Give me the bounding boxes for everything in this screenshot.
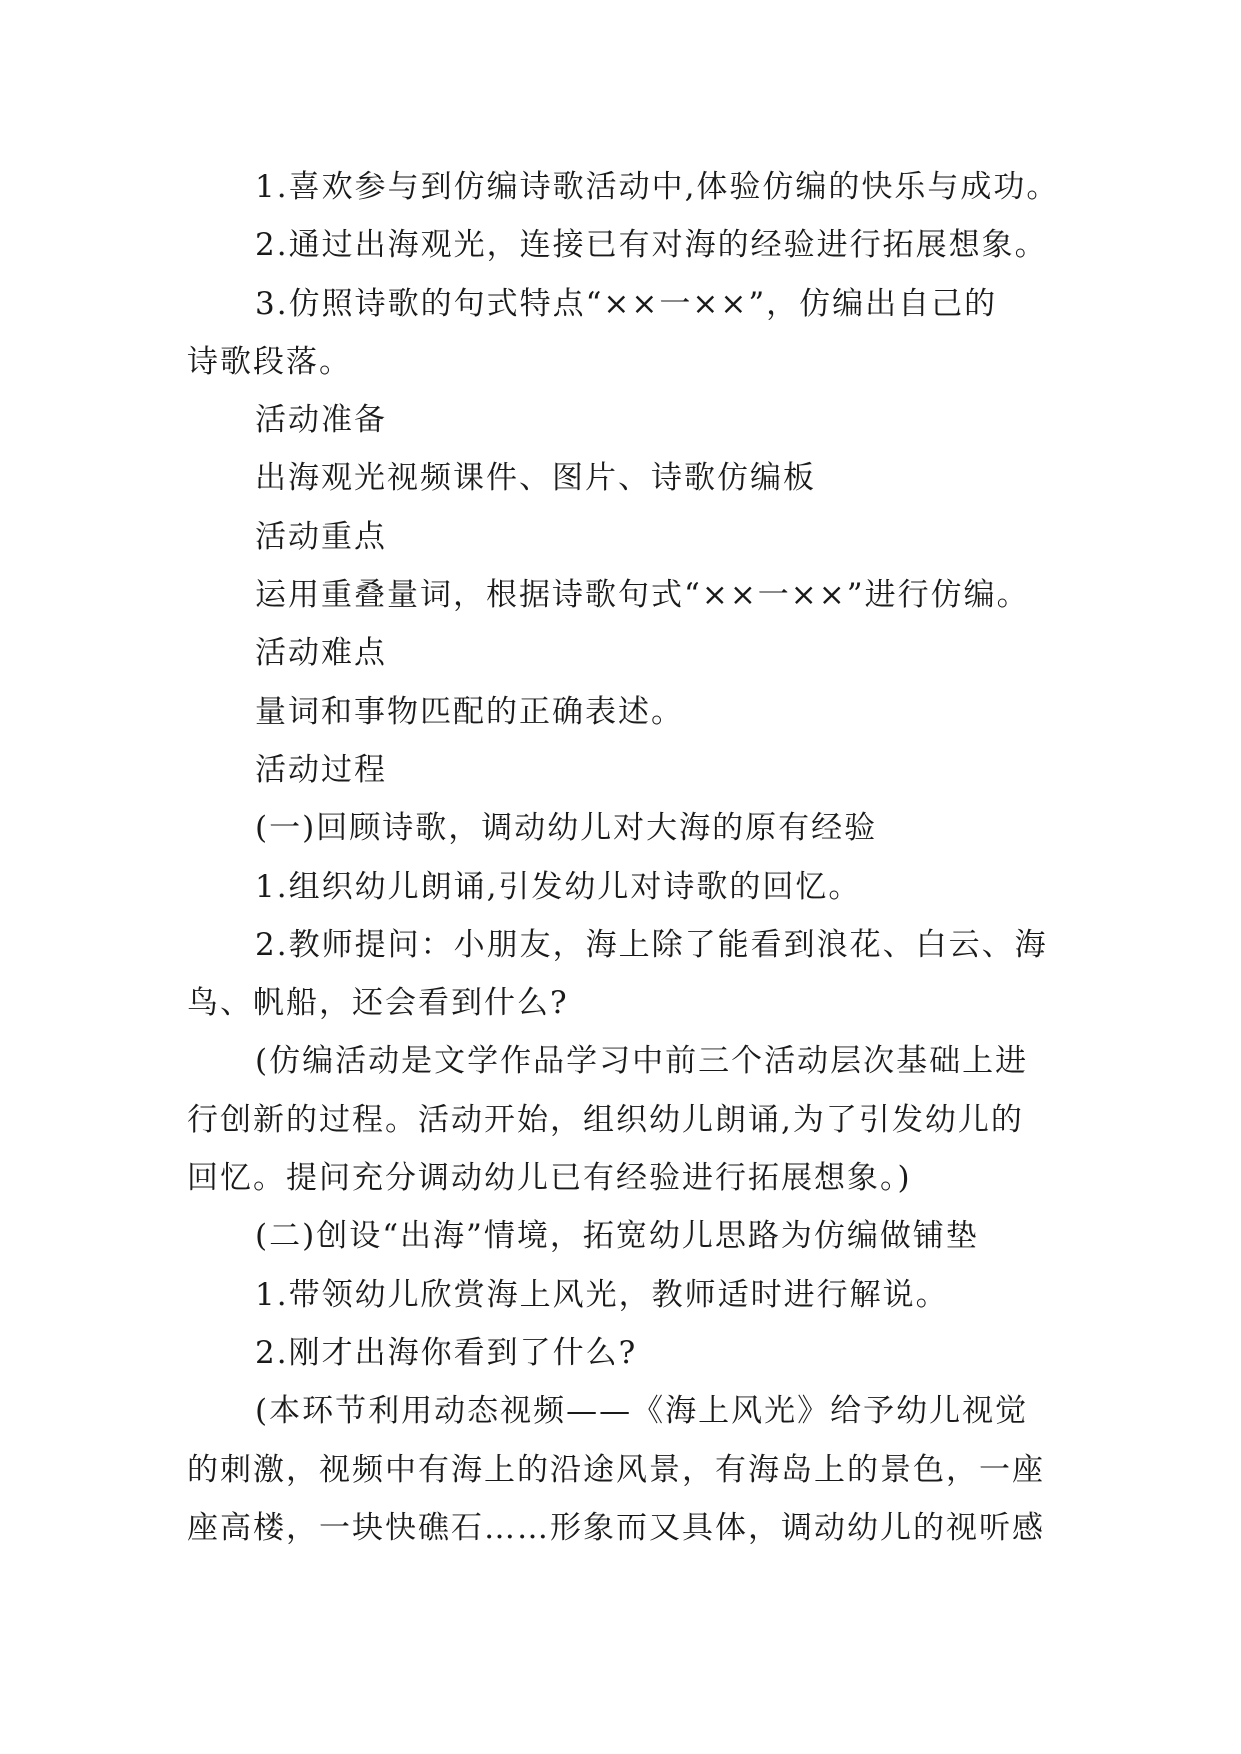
- section-heading-process: 活动过程: [255, 751, 387, 788]
- process-step-1-heading: (一)回顾诗歌，调动幼儿对大海的原有经验: [255, 810, 878, 847]
- paragraph-line: 1.带领幼儿欣赏海上风光，教师适时进行解说。: [255, 1276, 949, 1313]
- paragraph-line: 2.刚才出海你看到了什么?: [255, 1334, 638, 1371]
- section-heading-preparation: 活动准备: [255, 402, 387, 439]
- paragraph-line: 座高楼，一块快礁石……形象而又具体，调动幼儿的视听感: [187, 1509, 1045, 1546]
- difficulty-text: 量词和事物匹配的正确表述。: [255, 693, 684, 730]
- paragraph-line: (本环节利用动态视频——《海上风光》给予幼儿视觉: [255, 1393, 1029, 1430]
- goal-line-3: 3.仿照诗歌的句式特点“××一××”，仿编出自己的: [255, 285, 998, 322]
- paragraph-line: 行创新的过程。活动开始，组织幼儿朗诵,为了引发幼儿的: [187, 1101, 1024, 1138]
- paragraph-line: 1.组织幼儿朗诵,引发幼儿对诗歌的回忆。: [255, 868, 862, 905]
- paragraph-line: 的刺激，视频中有海上的沿途风景，有海岛上的景色，一座: [187, 1451, 1045, 1488]
- paragraph-line: 2.教师提问：小朋友，海上除了能看到浪花、白云、海: [255, 926, 1048, 963]
- preparation-text: 出海观光视频课件、图片、诗歌仿编板: [255, 460, 816, 497]
- paragraph-line: (仿编活动是文学作品学习中前三个活动层次基础上进: [255, 1043, 1029, 1080]
- focus-text: 运用重叠量词，根据诗歌句式“××一××”进行仿编。: [255, 577, 1030, 614]
- paragraph-line: 鸟、帆船，还会看到什么?: [187, 985, 569, 1022]
- document-body: [187, 158, 1060, 1557]
- paragraph-line: 回忆。提问充分调动幼儿已有经验进行拓展想象。): [187, 1160, 912, 1197]
- goal-line-3-continued: 诗歌段落。: [187, 343, 352, 380]
- process-step-2-heading: (二)创设“出海”情境，拓宽幼儿思路为仿编做铺垫: [255, 1218, 979, 1255]
- goal-line-2: 2.通过出海观光，连接已有对海的经验进行拓展想象。: [255, 227, 1048, 264]
- goal-line-1: 1.喜欢参与到仿编诗歌活动中,体验仿编的快乐与成功。: [255, 169, 1060, 205]
- section-heading-focus: 活动重点: [255, 518, 387, 555]
- section-heading-difficulty: 活动难点: [255, 635, 387, 672]
